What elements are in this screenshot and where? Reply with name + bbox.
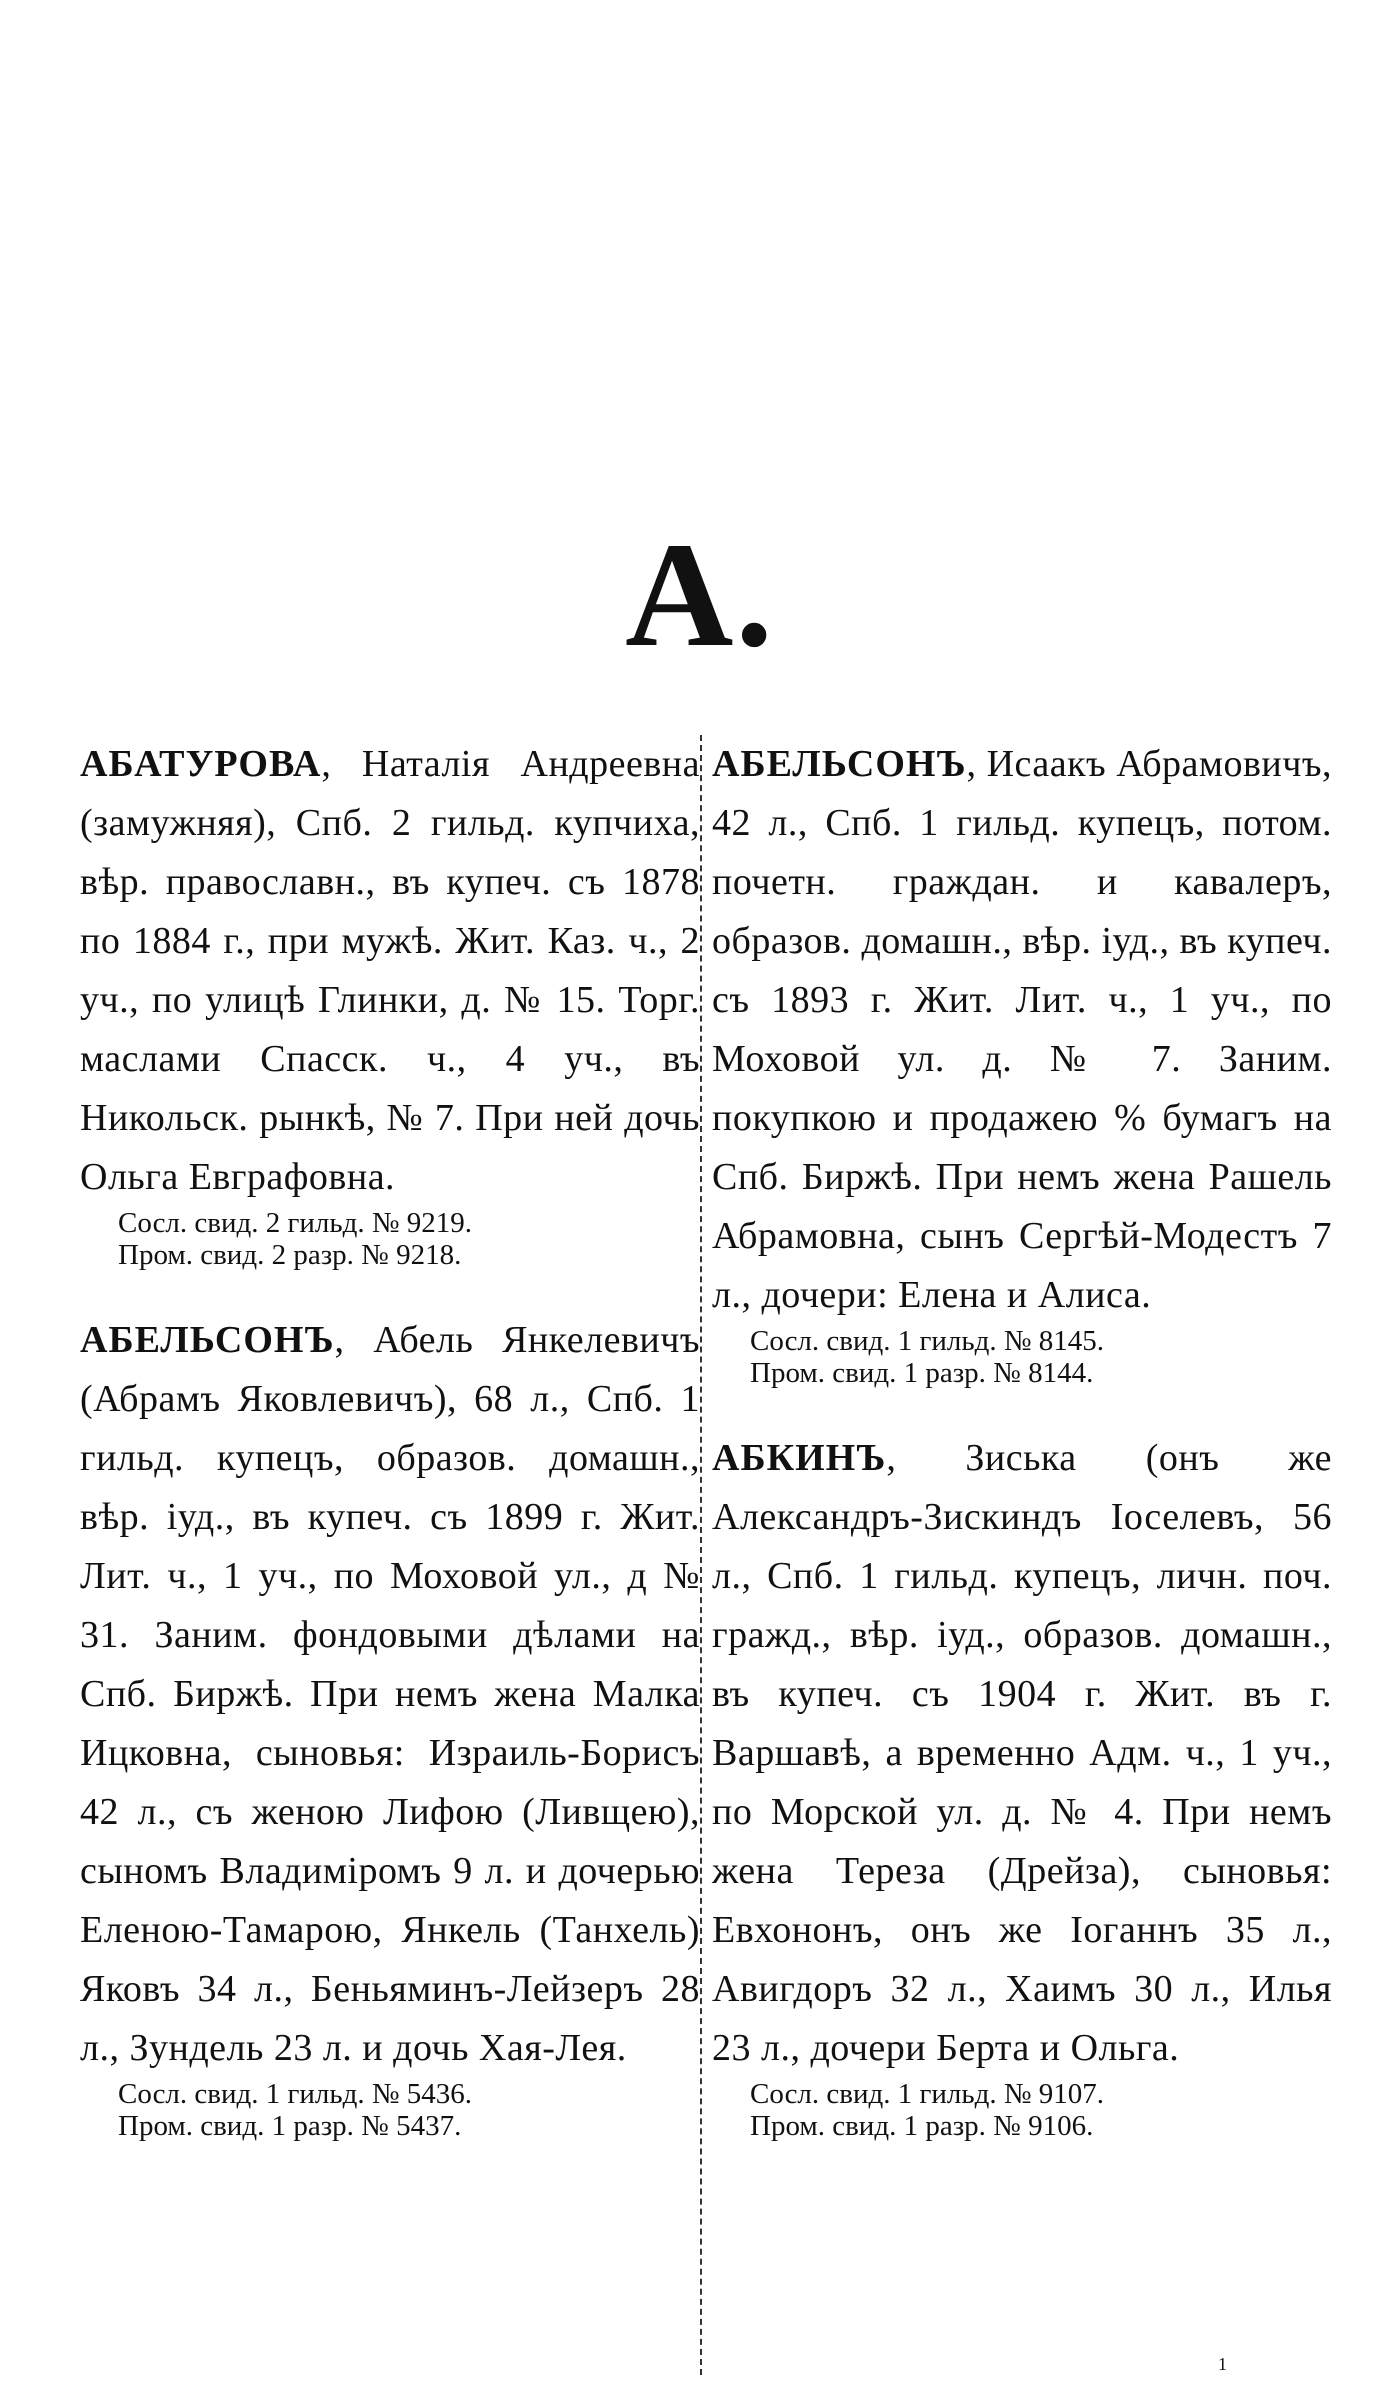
entry-text: , Зиська (онъ же Александръ-Зискиндъ Іоселевъ, 56 л., Спб. 1 гильд. купецъ, личн. поч. гражд., вѣр. іуд., образов. домашн., въ купеч. съ 1904 г. Жит. въ г. Варшавѣ, а временно Адм. ч., 1 уч., по Морской ул. д. № 4. При немъ жена Тереза (Дрейза), сыновья: Евхононъ, онъ же Іоганнъ 35 л., Авигдоръ 32 л., Хаимъ 30 л., Илья 23 л., дочери Берта и Ольга. <box>712 1437 1332 2069</box>
entry-abkin <box>712 1429 1332 2142</box>
trade-certificate: Пром. свид. 1 разр. № 9106. <box>750 2110 1094 2142</box>
column-divider <box>700 735 702 2375</box>
trade-certificate: Пром. свид. 1 разр. № 5437. <box>118 2110 462 2142</box>
trade-certificate: Пром. свид. 2 разр. № 9218. <box>118 1239 462 1271</box>
entry-body <box>712 735 1332 1325</box>
entry-surname: АБЕЛЬСОНЪ <box>712 743 967 785</box>
entry-abaturova <box>80 735 700 1271</box>
left-column <box>80 735 700 2182</box>
estate-certificate: Сосл. свид. 2 гильд. № 9219. <box>118 1207 473 1239</box>
entry-body <box>712 1429 1332 2078</box>
estate-certificate: Сосл. свид. 1 гильд. № 5436. <box>118 2078 473 2110</box>
entry-text: , Абель Янкелевичъ (Абрамъ Яковлевичъ), 68 л., Спб. 1 гильд. купецъ, образов. домашн., вѣр. іуд., въ купеч. съ 1899 г. Жит. Лит. ч., 1 уч., по Моховой ул., д № 31. Заним. фондовыми дѣлами на Спб. Биржѣ. При немъ жена Малка Ицковна, сыновья: Израиль-Борисъ 42 л., съ женою Лифою (Ливщею), сыномъ Владиміромъ 9 л. и дочерью Еленою-Тамарою, Янкель (Танхель) Яковъ 34 л., Беньяминъ-Лейзеръ 28 л., Зундель 23 л. и дочь Хая-Лея. <box>80 1319 700 2069</box>
entry-surname: АБАТУРОВА <box>80 743 322 785</box>
page-mark: 1 <box>1218 2354 1227 2374</box>
entry-body <box>80 735 700 1207</box>
estate-certificate: Сосл. свид. 1 гильд. № 8145. <box>750 1325 1105 1357</box>
estate-certificate: Сосл. свид. 1 гильд. № 9107. <box>750 2078 1105 2110</box>
trade-certificate: Пром. свид. 1 разр. № 8144. <box>750 1357 1094 1389</box>
entry-surname: АБЕЛЬСОНЪ <box>80 1319 335 1361</box>
section-letter-heading: А. <box>625 512 775 678</box>
entry-surname: АБКИНЪ <box>712 1437 887 1479</box>
entry-abelson-isaak <box>712 735 1332 1389</box>
entry-text: , Наталія Андреевна (замужняя), Спб. 2 гильд. купчиха, вѣр. православн., въ купеч. съ 1878 по 1884 г., при мужѣ. Жит. Каз. ч., 2 уч., по улицѣ Глинки, д. № 15. Торг. маслами Спасск. ч., 4 уч., въ Никольск. рынкѣ, № 7. При ней дочь Ольга Евграфовна. <box>80 743 700 1198</box>
entry-text: , Исаакъ Абрамовичъ, 42 л., Спб. 1 гильд. купецъ, потом. почетн. граждан. и кавалеръ, образов. домашн., вѣр. іуд., въ купеч. съ 1893 г. Жит. Лит. ч., 1 уч., по Моховой ул. д. № 7. Заним. покупкою и продажею % бумагъ на Спб. Биржѣ. При немъ жена Рашель Абрамовна, сынъ Сергѣй-Модестъ 7 л., дочери: Елена и Алиса. <box>712 743 1332 1316</box>
right-column <box>712 735 1332 2182</box>
entry-abelson-abel <box>80 1311 700 2142</box>
entry-body <box>80 1311 700 2078</box>
